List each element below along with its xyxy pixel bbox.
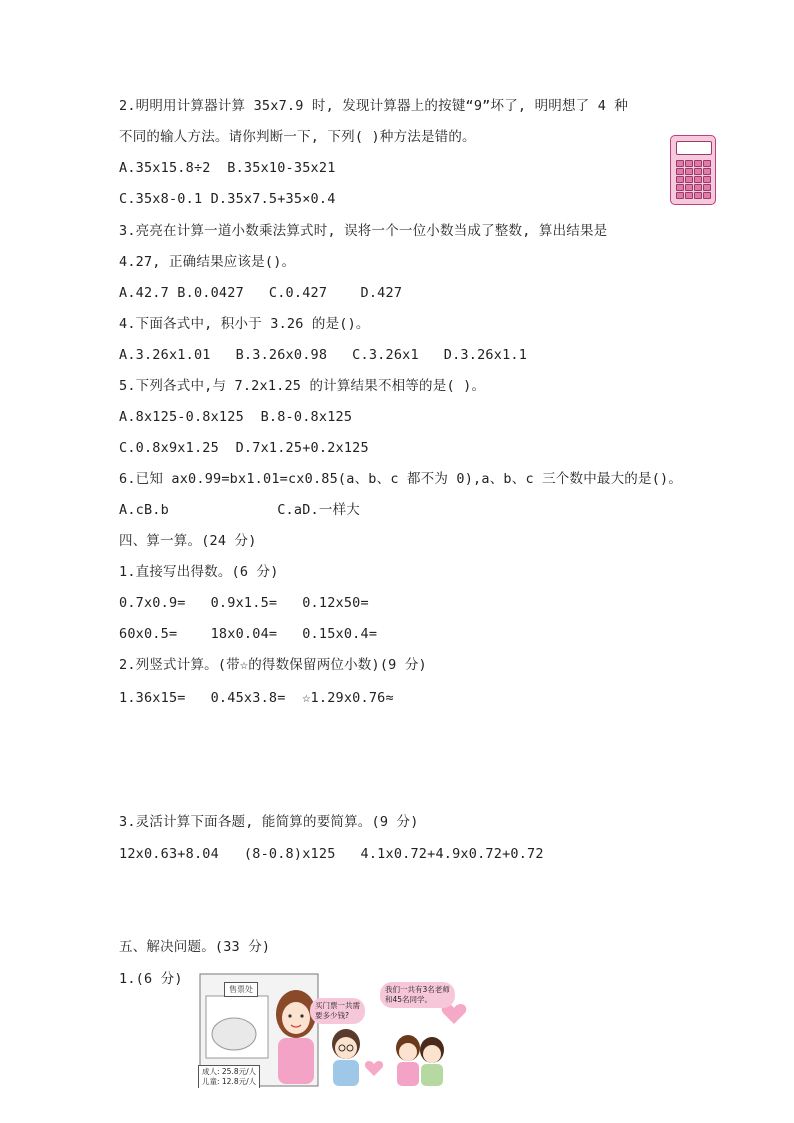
calculator-screen — [676, 141, 712, 155]
q5-line: 5.下列各式中,与 7.2x1.25 的计算结果不相等的是( )。 — [119, 378, 486, 394]
q4-options: A.3.26x1.01 B.3.26x0.98 C.3.26x1 D.3.26x1.1 — [119, 347, 528, 363]
q5-options-1: A.8x125-0.8x125 B.8-0.8x125 — [119, 409, 353, 425]
q3-line-2: 4.27, 正确结果应该是()。 — [119, 254, 296, 270]
ticket-office-illustration — [196, 968, 472, 1088]
q3-options: A.42.7 B.0.0427 C.0.427 D.427 — [119, 285, 403, 301]
section4-part1-row2: 60x0.5= 18x0.04= 0.15x0.4= — [119, 626, 378, 642]
price-board — [198, 1065, 260, 1088]
section4-part1-row1: 0.7x0.9= 0.9x1.5= 0.12x50= — [119, 595, 369, 611]
q3-line-1: 3.亮亮在计算一道小数乘法算式时, 误将一个一位小数当成了整数, 算出结果是 — [119, 223, 608, 239]
price-adult: 成人: 25.8元/人 — [202, 1067, 257, 1076]
q6-line: 6.已知 ax0.99=bx1.01=cx0.85(a、b、c 都不为 0),a、b、c 三个数中最大的是()。 — [119, 471, 683, 487]
q2-options-2: C.35x8-0.1 D.35x7.5+35×0.4 — [119, 191, 336, 207]
section4-part2-title: 2.列竖式计算。(带☆的得数保留两位小数)(9 分) — [119, 657, 427, 673]
q2-line-2: 不同的输人方法。请你判断一下, 下列( )种方法是错的。 — [119, 129, 476, 145]
section4-part3-row: 12x0.63+8.04 (8-0.8)x125 4.1x0.72+4.9x0.72+0.72 — [119, 846, 544, 862]
speech-bubble-girl: 我们一共有3名老师 和45名同学。 — [380, 982, 455, 1008]
section4-part1-title: 1.直接写出得数。(6 分) — [119, 564, 279, 580]
section5-title: 五、解决问题。(33 分) — [119, 939, 271, 955]
q2-line-1: 2.明明用计算器计算 35x7.9 时, 发现计算器上的按键“9”坏了, 明明想了 4 种 — [119, 98, 629, 114]
section4-part3-title: 3.灵活计算下面各题, 能简算的要简算。(9 分) — [119, 814, 419, 830]
q6-options: A.cB.b C.aD.一样大 — [119, 502, 360, 518]
price-child: 儿童: 12.8元/人 — [202, 1077, 257, 1086]
speech-bubble-boy: 买门票一共需 要多少钱? — [310, 998, 365, 1024]
ticket-office-sign: 售票处 — [224, 982, 258, 997]
calculator-icon — [670, 135, 716, 205]
section4-title: 四、算一算。(24 分) — [119, 533, 257, 549]
q4-line: 4.下面各式中, 积小于 3.26 的是()。 — [119, 316, 370, 332]
section5-part1-title: 1.(6 分) — [119, 971, 183, 987]
section4-part2-row: 1.36x15= 0.45x3.8= ☆1.29x0.76≈ — [119, 690, 394, 706]
q2-options-1: A.35x15.8÷2 B.35x10-35x21 — [119, 160, 336, 176]
q5-options-2: C.0.8x9x1.25 D.7x1.25+0.2x125 — [119, 440, 369, 456]
